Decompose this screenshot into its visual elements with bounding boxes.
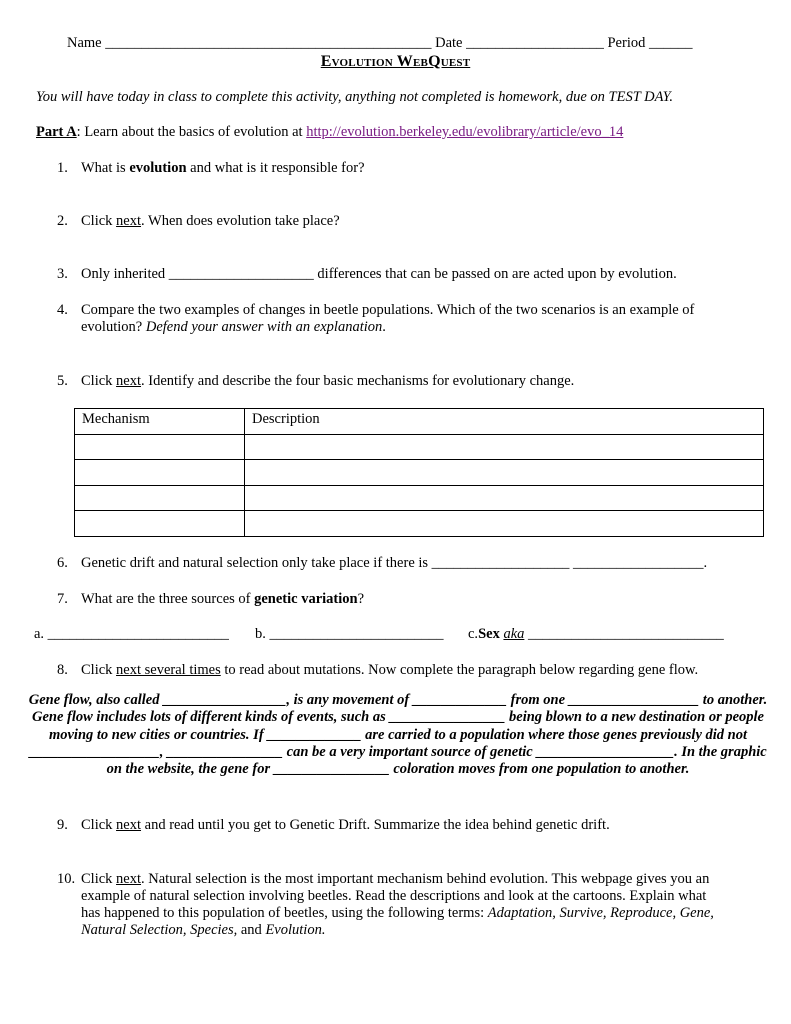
question-number: 2. xyxy=(57,213,68,229)
question-6 xyxy=(57,555,707,572)
question-text: Click xyxy=(81,871,117,887)
question-text: Only inherited ____________________ differences that can be passed on are acted upon by evolution. xyxy=(81,266,677,282)
column-header-mechanism: Mechanism xyxy=(75,409,245,435)
question-5 xyxy=(57,373,574,390)
answer-c xyxy=(468,626,724,643)
table-cell[interactable] xyxy=(75,485,245,511)
question-text: Click xyxy=(81,662,117,678)
question-text: Click xyxy=(81,373,117,389)
question-7 xyxy=(57,591,364,608)
table-row xyxy=(75,434,764,460)
question-8 xyxy=(57,662,698,679)
next-reference: next xyxy=(116,817,142,833)
question-4-continued xyxy=(81,319,386,336)
column-header-description: Description xyxy=(245,409,764,435)
keyword-aka: aka xyxy=(503,626,525,642)
mechanism-table xyxy=(74,408,764,537)
question-number: 7. xyxy=(57,591,68,607)
intro-instructions: You will have today in class to complete this activity, anything not completed is homework, due on TEST DAY. xyxy=(36,89,674,105)
question-text: and what is it responsible for? xyxy=(186,160,365,176)
table-cell[interactable] xyxy=(75,434,245,460)
question-9 xyxy=(57,817,610,834)
question-4 xyxy=(57,302,694,319)
terms-list: Evolution. xyxy=(265,922,326,938)
question-number: 1. xyxy=(57,160,68,176)
table-cell[interactable] xyxy=(75,460,245,486)
table-cell[interactable] xyxy=(245,485,764,511)
question-text: . Identify and describe the four basic mechanisms for evolutionary change. xyxy=(141,373,575,389)
terms-list: Natural Selection, Species, xyxy=(81,922,238,938)
next-reference: next xyxy=(116,373,142,389)
question-number: 3. xyxy=(57,266,68,282)
keyword-evolution: evolution xyxy=(129,160,187,176)
question-text: Click xyxy=(81,817,117,833)
page-title: Evolution WebQuest xyxy=(320,53,471,70)
table-cell[interactable] xyxy=(245,434,764,460)
question-number: 6. xyxy=(57,555,68,571)
table-cell[interactable] xyxy=(245,511,764,537)
next-reference: next several times xyxy=(116,662,221,678)
question-1 xyxy=(57,160,365,177)
question-text: has happened to this population of beetles, using the following terms: xyxy=(81,905,488,921)
terms-list: Adaptation, Survive, Reproduce, Gene, xyxy=(487,905,714,921)
keyword-genetic-variation: genetic variation xyxy=(254,591,358,607)
question-10-line-2: example of natural selection involving beetles. Read the descriptions and look at the cartoons. Explain what xyxy=(81,888,707,904)
table-cell[interactable] xyxy=(75,511,245,537)
keyword-sex: Sex xyxy=(478,626,504,642)
table-cell[interactable] xyxy=(245,460,764,486)
table-row xyxy=(75,460,764,486)
question-number: 4. xyxy=(57,302,68,318)
answer-a: a. _________________________ xyxy=(34,626,229,642)
question-10-line-3 xyxy=(81,905,714,922)
gene-flow-paragraph: Gene flow, also called _________________, is any movement of _____________ from one __________________ to another. Gene flow includes lots of different kinds of events, such as ________________ being blown to a new destination or people moving to new cities or countries. If _____________ are carried to a population where those genes previously did not __________________, ________________ can be a very important source of genetic ___________________. In the graphic on the website, the gene for ________________ coloration moves from one population to another. xyxy=(28,692,768,778)
question-text: . xyxy=(382,319,386,335)
question-text: ? xyxy=(357,591,365,607)
question-emphasis: Defend your answer with an explanation xyxy=(145,319,383,335)
question-10 xyxy=(57,871,709,888)
question-text: and xyxy=(237,922,266,938)
question-text: and read until you get to Genetic Drift. Summarize the idea behind genetic drift. xyxy=(141,817,610,833)
question-number: 10. xyxy=(57,871,76,887)
answer-b: b. ________________________ xyxy=(255,626,444,642)
table-header-row xyxy=(75,409,764,435)
answer-text: c. xyxy=(468,626,479,642)
question-text: Compare the two examples of changes in beetle populations. Which of the two scenarios is an example of xyxy=(81,302,695,318)
question-text: . When does evolution take place? xyxy=(141,213,340,229)
part-a-heading xyxy=(36,124,623,141)
next-reference: next xyxy=(116,213,142,229)
question-3 xyxy=(57,266,677,283)
question-text: Genetic drift and natural selection only take place if there is ___________________ __________________. xyxy=(81,555,708,571)
question-2 xyxy=(57,213,340,230)
question-text: Click xyxy=(81,213,117,229)
question-number: 9. xyxy=(57,817,68,833)
question-text: What are the three sources of xyxy=(81,591,255,607)
question-text: . Natural selection is the most important mechanism behind evolution. This webpage gives you an xyxy=(141,871,710,887)
evolution-link[interactable]: http://evolution.berkeley.edu/evolibrary/article/evo_14 xyxy=(306,124,624,140)
question-number: 8. xyxy=(57,662,68,678)
name-date-period-line: Name _____________________________________________ Date ___________________ Period ______ xyxy=(67,35,693,51)
question-text: evolution? xyxy=(81,319,146,335)
next-reference: next xyxy=(116,871,142,887)
question-text: What is xyxy=(81,160,130,176)
answer-text: ___________________________ xyxy=(524,626,724,642)
table-row xyxy=(75,511,764,537)
table-row xyxy=(75,485,764,511)
question-text: to read about mutations. Now complete the paragraph below regarding gene flow. xyxy=(220,662,699,678)
question-10-line-4 xyxy=(81,922,325,939)
part-a-text: : Learn about the basics of evolution at xyxy=(76,124,307,140)
question-number: 5. xyxy=(57,373,68,389)
part-a-label: Part A xyxy=(36,124,77,140)
